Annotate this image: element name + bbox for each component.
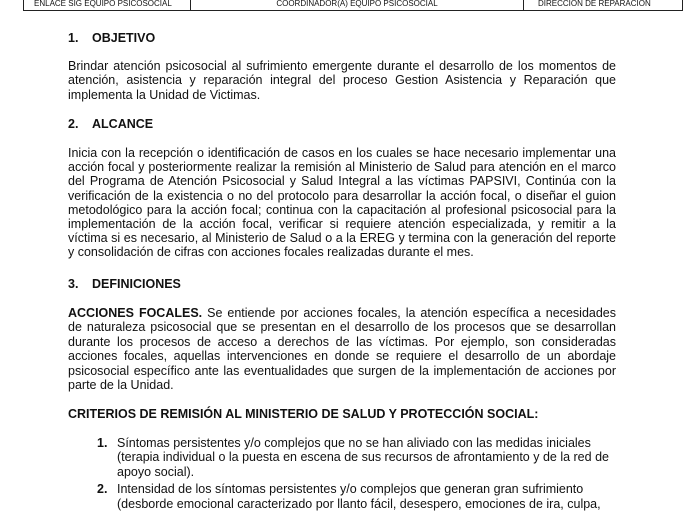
section-number: 2.: [68, 117, 79, 131]
section-title: DEFINICIONES: [92, 277, 181, 291]
definition-term: ACCIONES FOCALES.: [68, 306, 203, 320]
list-item-text: Intensidad de los síntomas persistentes y/o complejos que generan gran sufrimiento (desborde emocional caracterizado por llanto fácil, desespero, emociones de ira, culpa,: [117, 482, 601, 511]
list-item: [97, 436, 616, 479]
criterios-list: [97, 436, 616, 514]
section-title: ALCANCE: [92, 117, 154, 131]
list-item-number: 2.: [97, 482, 108, 497]
list-item: [97, 482, 616, 511]
document-header-table: [0, 0, 691, 12]
objetivo-paragraph: Brindar atención psicosocial al sufrimiento emergente durante el desarrollo de los momentos de atención, asistencia y reparación integral del proceso Gestion Asistencia y Reparación que implementa la Unidad de Victimas.: [68, 59, 616, 102]
section-number: 1.: [68, 31, 79, 45]
list-item-text: Síntomas persistentes y/o complejos que no se han aliviado con las medidas iniciales (terapia individual o la puesta en escena de sus recursos de afrontamiento y de la red de apoyo social).: [117, 436, 609, 479]
definition-text: Se entiende por acciones focales, la atención específica a necesidades de naturaleza psicosocial que se presentan en el desarrollo de los procesos que se desarrollan durante los procesos de acceso a derechos de las víctimas. Por ejemplo, son consideradas acciones focales, aquellas intervenciones en donde se requiere el desarrollo de un abordaje psicosocial específico ante las eventualidades que surgen de la implementación de acciones por parte de la Unidad.: [68, 306, 616, 393]
criterios-heading: CRITERIOS DE REMISIÓN AL MINISTERIO DE SALUD Y PROTECCIÓN SOCIAL:: [68, 407, 539, 421]
definicion-acciones-focales: [68, 306, 616, 392]
list-item-number: 1.: [97, 436, 108, 450]
header-cell-direccion: DIRECCIÓN DE REPARACIÓN: [523, 0, 683, 11]
section-number: 3.: [68, 277, 79, 291]
alcance-paragraph: Inicia con la recepción o identificación de casos en los cuales se hace necesario implementar una acción focal y posteriormente realizar la remisión al Ministerio de Salud para atención en el marco del Programa de Atención Psicosocial y Salud Integral a las víctimas PAPSIVI, Continúa con la verificación de la existencia o no del protocolo para desarrollar la acción focal, o diseñar el guion metodológico para la acción focal; continua con la capacitación al profesional psicosocial para la implementación de la acción focal, verificar si requiere atención especializada, y remitir a la víctima si es necesario, al Ministerio de Salud o a la EREG y termina con la generación del reporte y consolidación de cifras con acciones focales realizadas durante el mes.: [68, 146, 616, 260]
header-cell-coordinador: COORDINADOR(A) EQUIPO PSICOSOCIAL: [190, 0, 524, 11]
section-title: OBJETIVO: [92, 31, 156, 45]
header-cell-enlace: ENLACE SIG EQUIPO PSICOSOCIAL: [23, 0, 191, 11]
